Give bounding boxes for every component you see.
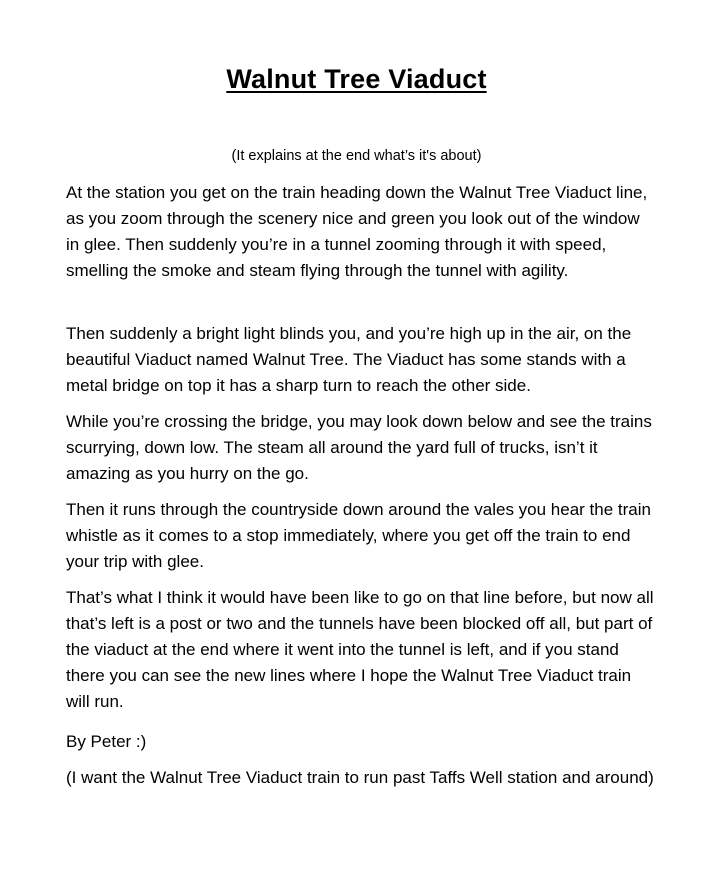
paragraph-bridge: While you’re crossing the bridge, you may look down below and see the trains scurrying, down low. The steam all around the yard full of trucks, isn’t it amazing as you hurry on the go. xyxy=(66,412,652,483)
author-signoff: By Peter :) xyxy=(66,732,147,751)
paragraph-intro: At the station you get on the train heading down the Walnut Tree Viaduct line, as you zoom through the scenery nice and green you look out of the window in glee. Then suddenly you’re in a tunnel zooming through it with speed, smelling the smoke and steam flying through the tunnel with agility. xyxy=(66,183,648,280)
paragraph-reflection: That’s what I think it would have been like to go on that line before, but now all that’s left is a post or two and the tunnels have been blocked off all, but part of the viaduct at the end where it went into the tunnel is left, and if you stand there you can see the new lines where I hope the Walnut Tree Viaduct train will run. xyxy=(66,588,654,711)
page-subtitle: (It explains at the end what’s it's about) xyxy=(231,148,482,164)
page-title: Walnut Tree Viaduct xyxy=(226,64,487,94)
paragraph-closing-note: (I want the Walnut Tree Viaduct train to run past Taffs Well station and around) xyxy=(66,768,654,787)
paragraph-viaduct: Then suddenly a bright light blinds you, and you’re high up in the air, on the beautiful Viaduct named Walnut Tree. The Viaduct has some stands with a metal bridge on top it has a sharp turn to reach the other side. xyxy=(66,324,632,395)
paragraph-countryside: Then it runs through the countryside down around the vales you hear the train whistle as it comes to a stop immediately, where you get off the train to end your trip with glee. xyxy=(66,500,651,571)
